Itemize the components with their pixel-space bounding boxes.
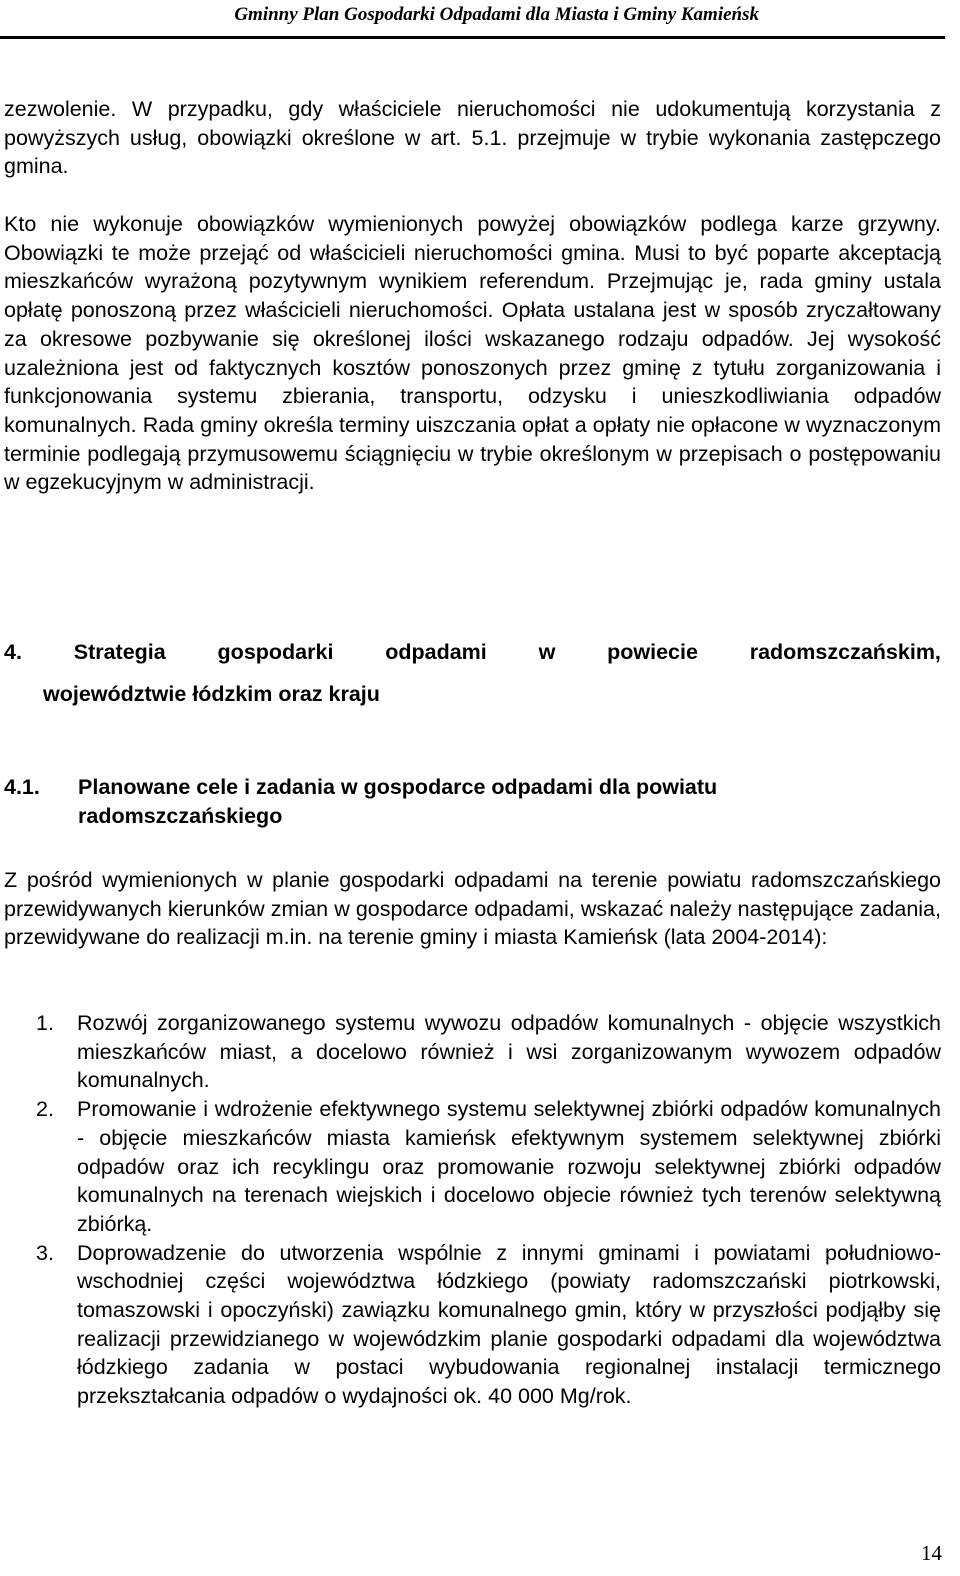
list-item-number: 3. bbox=[36, 1240, 54, 1265]
list-item bbox=[4, 1009, 941, 1095]
header-title: Gminny Plan Gospodarki Odpadami dla Miasta i Gminy Kamieńsk bbox=[234, 4, 759, 25]
section-4-heading bbox=[4, 640, 941, 706]
list-item bbox=[4, 1095, 941, 1239]
list-item bbox=[4, 1239, 941, 1411]
list-item-number: 1. bbox=[36, 1011, 54, 1035]
list-item-text: Rozwój zorganizowanego systemu wywozu odpadów komunalnych - objęcie wszystkich mieszkańców miast, a docelowo również i wsi zorganizowanym wywozem odpadów komunalnych. bbox=[77, 1011, 941, 1093]
list-item-text: Promowanie i wdrożenie efektywnego systemu selektywnej zbiórki odpadów komunalnych - objęcie mieszkańców miasta kamieńsk efektywnym systemem selektywnej zbiórki odpadów oraz ich recyklingu oraz promowanie rozwoju selektywnej zbiórki odpadów komunalnych na terenach wiejskich i docelowo objecie również tych terenów selektywną zbiórką. bbox=[77, 1097, 941, 1236]
page-header bbox=[0, 0, 945, 39]
heading-word: w bbox=[538, 640, 556, 664]
heading-word: Strategia bbox=[73, 640, 166, 664]
task-list bbox=[4, 1009, 941, 1411]
heading-word: gospodarki bbox=[217, 640, 334, 664]
paragraph-2: Kto nie wykonuje obowiązków wymienionych powyżej obowiązków podlega karze grzywny. Obowiązki te może przejąć od właścicieli nieruchomości gmina. Musi to być poparte akceptacją mieszkańców wyrażoną pozytywnym wynikiem referendum. Przejmując je, rada gminy ustala opłatę ponoszoną przez właścicieli nieruchomości. Opłata ustalana jest w sposób zryczałtowany za okresowe pozbywanie się określonej ilości wskazanego rodzaju odpadów. Jej wysokość uzależniona jest od faktycznych kosztów ponoszonych przez gminę z tytułu zorganizowania i funkcjonowania systemu zbierania, transportu, odzysku i unieszkodliwiania odpadów komunalnych. Rada gminy określa terminy uiszczania opłat a opłaty nie opłacone w wyznaczonym terminie podlegają przymusowemu ściągnięciu w trybie określonym w przepisach o postępowaniu w egzekucyjnym w administracji. bbox=[4, 212, 941, 495]
list-item-text: Doprowadzenie do utworzenia wspólnie z innymi gminami i powiatami południowo-wschodniej części województwa łódzkiego (powiaty radomszczański piotrkowski, tomaszowski i opoczyński) zawiązku komunalnego gmin, który w przyszłości podjąłby się realizacji przewidzianego w wojewódzkim planie gospodarki odpadami dla województwa łódzkiego zadania w postaci wybudowania regionalnej instalacji termicznego przekształcania odpadów o wydajności ok. 40 000 Mg/rok. bbox=[77, 1240, 941, 1409]
section-4-number: 4. bbox=[4, 640, 22, 664]
paragraph-3: Z pośród wymienionych w planie gospodarki odpadami na terenie powiatu radomszczańskiego przewidywanych kierunków zmian w gospodarce odpadami, wskazać należy następujące zadania, przewidywane do realizacji m.in. na terenie gminy i miasta Kamieńsk (lata 2004-2014): bbox=[4, 868, 941, 950]
section-4-heading-line-2: województwie łódzkim oraz kraju bbox=[43, 682, 380, 706]
section-4-1-title: Planowane cele i zadania w gospodarce odpadami dla powiatu radomszczańskiego bbox=[78, 775, 718, 828]
page-number: 14 bbox=[921, 1541, 942, 1565]
paragraph-1: zezwolenie. W przypadku, gdy właściciele nieruchomości nie udokumentują korzystania z powyższych usług, obowiązki określone w art. 5.1. przejmuje w trybie wykonania zastępczego gmina. bbox=[4, 97, 941, 179]
heading-word: radomszczańskim, bbox=[749, 640, 941, 664]
list-item-number: 2. bbox=[36, 1097, 54, 1122]
section-4-heading-line-1 bbox=[4, 640, 941, 668]
section-4-1-number: 4.1. bbox=[4, 775, 40, 799]
heading-word: powiecie bbox=[607, 640, 698, 664]
heading-word: odpadami bbox=[385, 640, 487, 664]
